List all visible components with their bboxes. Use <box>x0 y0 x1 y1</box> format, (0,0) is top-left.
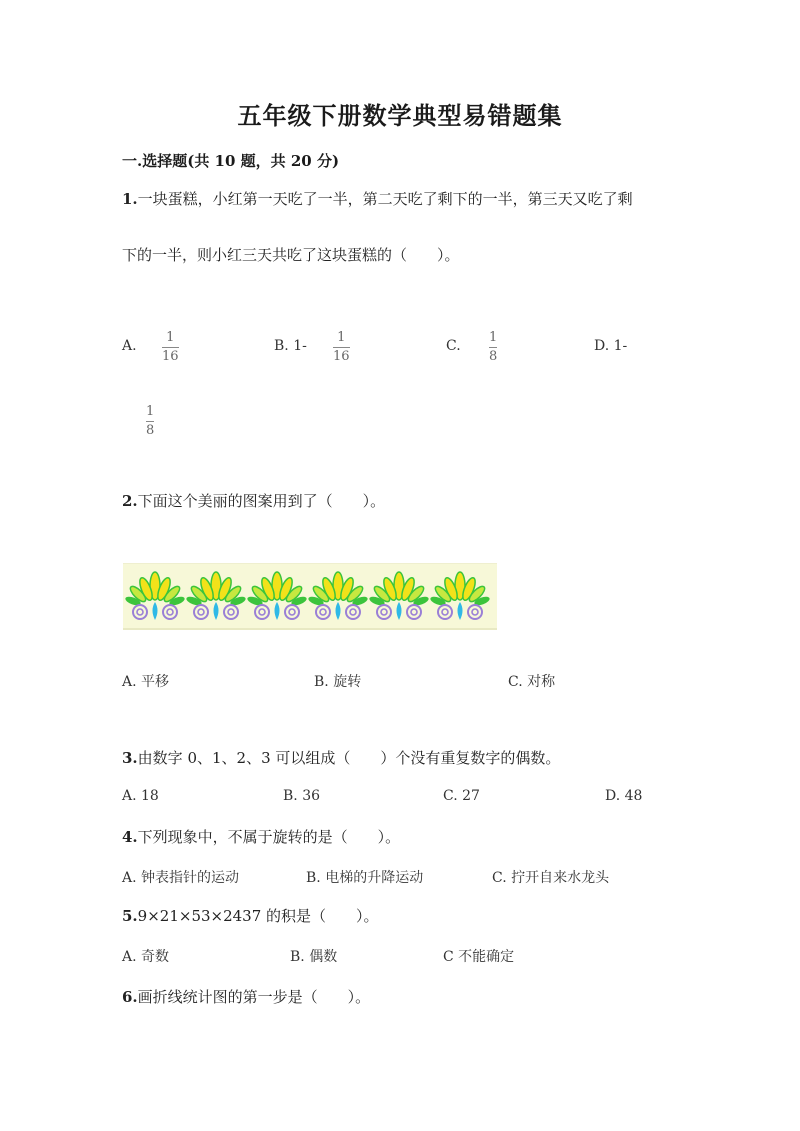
section-heading: 一.选择题(共 10 题，共 20 分) <box>122 152 340 170</box>
question-number: 3. <box>122 749 138 767</box>
q2-option-b: B. 旋转 <box>314 674 362 690</box>
q3-option-b: B. 36 <box>283 788 321 804</box>
question-3 <box>122 747 560 768</box>
numerator: 1 <box>146 404 155 419</box>
question-text: 下面这个美丽的图案用到了（ ）。 <box>137 492 386 510</box>
question-text: 9×21×53×2437 的积是（ ）。 <box>137 907 379 925</box>
denominator: 16 <box>162 349 179 364</box>
denominator: 16 <box>333 349 350 364</box>
q2-option-a: A. 平移 <box>122 674 170 690</box>
question-number: 4. <box>122 828 138 846</box>
numerator: 1 <box>337 330 346 345</box>
fraction-bar <box>489 347 497 348</box>
q1-option-b-label: B. 1- <box>274 338 307 354</box>
q1-option-a-label: A. <box>122 338 137 354</box>
question-number: 5. <box>122 907 138 925</box>
q2-option-c: C. 对称 <box>508 674 556 690</box>
question-1-line-2: 下的一半，则小红三天共吃了这块蛋糕的（ ）。 <box>122 246 460 264</box>
q3-option-d: D. 48 <box>605 788 643 804</box>
page-title: 五年级下册数学典型易错题集 <box>237 101 563 130</box>
denominator: 8 <box>146 423 155 438</box>
question-5 <box>122 905 379 926</box>
question-6 <box>122 986 370 1007</box>
q3-option-c: C. 27 <box>443 788 480 804</box>
q4-option-b: B. 电梯的升降运动 <box>306 870 424 886</box>
question-text: 画折线统计图的第一步是（ ）。 <box>137 988 371 1006</box>
q1-option-d-label: D. 1- <box>594 338 628 354</box>
q1-option-d-fraction <box>146 405 154 438</box>
q5-option-b: B. 偶数 <box>290 949 338 965</box>
question-text: 由数字 0、1、2、3 可以组成（ ）个没有重复数字的偶数。 <box>137 749 561 767</box>
question-number: 1. <box>122 190 138 208</box>
fraction-bar <box>333 347 350 348</box>
question-text: 一块蛋糕，小红第一天吃了一半，第二天吃了剩下的一半，第三天又吃了剩 <box>137 190 633 208</box>
numerator: 1 <box>489 330 498 345</box>
q1-option-a-fraction <box>162 331 179 364</box>
question-number: 2. <box>122 492 138 510</box>
question-number: 6. <box>122 988 138 1006</box>
q4-option-a: A. 钟表指针的运动 <box>122 870 240 886</box>
denominator: 8 <box>489 349 498 364</box>
q1-option-c-fraction <box>489 331 497 364</box>
q5-option-a: A. 奇数 <box>122 949 170 965</box>
question-4 <box>122 826 400 847</box>
q3-option-a: A. 18 <box>122 788 159 804</box>
q5-option-c: C 不能确定 <box>443 949 515 965</box>
question-text: 下列现象中，不属于旋转的是（ ）。 <box>137 828 401 846</box>
question-2 <box>122 490 385 511</box>
q4-option-c: C. 拧开自来水龙头 <box>492 870 610 886</box>
fraction-bar <box>162 347 179 348</box>
question-1-line-1 <box>122 188 633 209</box>
palmette-pattern-image <box>123 564 497 628</box>
fraction-bar <box>146 421 154 422</box>
q1-option-c-label: C. <box>446 338 461 354</box>
decorative-pattern-band <box>123 563 497 630</box>
numerator: 1 <box>166 330 175 345</box>
q1-option-b-fraction <box>333 331 350 364</box>
